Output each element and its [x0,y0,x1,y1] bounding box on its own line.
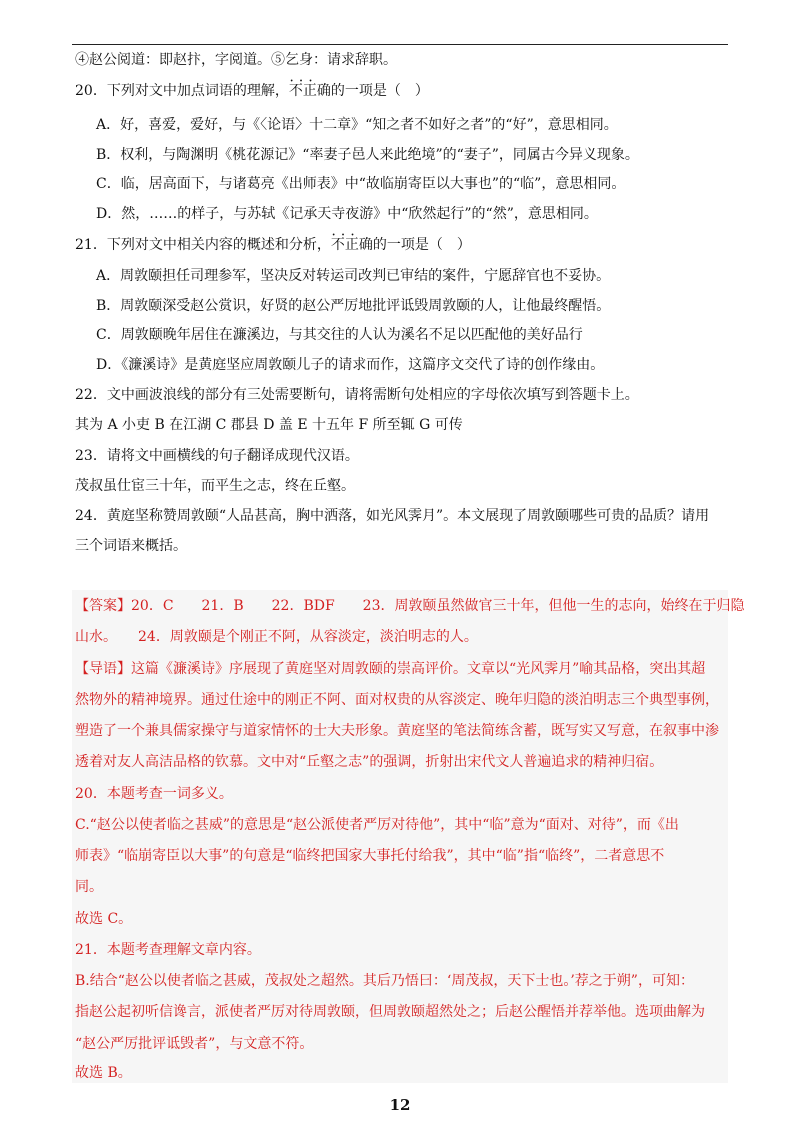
q22-stem: 22．文中画波浪线的部分有三处需要断句，请将需断句处相应的字母依次填写到答题卡上。 [75,387,639,403]
answer-line: 塑造了一个兼具儒家操守与道家情怀的士大夫形象。黄庭坚的笔法简练含蓄，既写实又写意，在叙事中渗 [75,723,719,739]
q20-stem [75,81,429,101]
header-rule [72,44,728,45]
q20-option-d: D．然，……的样子，与苏轼《记承天寺夜游》中“欣然起行”的“然”，意思相同。 [96,206,598,222]
q24-stem-line1: 24．黄庭坚称赞周敦颐“人品甚高，胸中洒落，如光风霁月”。本文展现了周敦颐哪些可贵的品质？请用 [75,508,710,524]
q20-option-b: B．权利，与陶渊明《桃花源记》“率妻子邑人来此绝境”的“妻子”，同属古今异义现象。 [96,147,639,163]
q21-option-a: A．周敦颐担任司理参军，坚决反对转运司改判已审结的案件，宁愿辞官也不妥协。 [96,268,611,284]
answer-line: “赵公严厉批评诋毁者”，与文意不符。 [75,1036,314,1052]
answer-line: C.“赵公以使者临之甚威”的意思是“赵公派使者严厉对待他”，其中“临”意为“面对、对待”，而《出 [75,817,679,833]
answer-line: 故选 C。 [75,911,133,927]
q21-option-c: C．周敦颐晚年居住在濂溪边，与其交往的人认为溪名不足以匹配他的美好品行 [96,327,583,343]
q20-stem-a: 20．下列对文中加点词语的理解， [75,83,289,99]
q20-stem-b: 的一项是（ ） [330,83,429,99]
page-number: 12 [389,1096,411,1114]
footnote-line: ④赵公阅道：即赵抃，字阅道。⑤乞身：请求辞职。 [75,52,397,68]
q21-stem [75,235,471,255]
q23-text: 茂叔虽仕宦三十年，而平生之志，终在丘壑。 [75,478,355,494]
q20-option-a: A．好，喜爱，爱好，与《〈论语〉十二章》“知之者不如好之者”的“好”，意思相同。 [96,117,618,133]
answer-line: 同。 [75,879,103,895]
answer-line: 【答案】20．C 21．B 22．BDF 23．周敦颐虽然做官三十年，但他一生的志向，始终在于归隐 [75,598,745,614]
q21-option-b: B．周敦颐深受赵公赏识，好贤的赵公严厉地批评诋毁周敦颐的人，让他最终醒悟。 [96,298,611,314]
q22-text: 其为 A 小吏 B 在江湖 C 郡县 D 盖 E 十五年 F 所至辄 G 可传 [75,417,463,433]
answer-line: 透着对友人高洁品格的钦慕。文中对“丘壑之志”的强调，折射出宋代文人普遍追求的精神归宿。 [75,754,664,770]
q21-stem-b: 的一项是（ ） [372,237,471,253]
q23-stem: 23．请将文中画横线的句子翻译成现代汉语。 [75,448,359,464]
answer-line: 故选 B。 [75,1065,132,1081]
answer-line: 然物外的精神境界。通过仕途中的刚正不阿、面对权贵的从容淡定、晚年归隐的淡泊明志三个典型事例， [75,692,719,708]
q21-stem-a: 21．下列对文中相关内容的概述和分析， [75,237,331,253]
answer-line: 指赵公起初听信谗言，派使者严厉对待周敦颐，但周敦颐超然处之；后赵公醒悟并荐举他。选项曲解为 [75,1004,705,1020]
q21-stem-emphasis: • • • 不正确 [331,235,373,255]
answer-line: B.结合“赵公以使者临之甚威，茂叔处之超然。其后乃悟曰：‘周茂叔，天下士也。’荐之于朔”，可知： [75,973,694,989]
q21-option-d: D．《濂溪诗》是黄庭坚应周敦颐儿子的请求而作，这篇序文交代了诗的创作缘由。 [96,357,605,373]
answer-line: 师表》“临崩寄臣以大事”的句意是“临终把国家大事托付给我”，其中“临”指“临终”，二者意思不 [75,848,665,864]
q20-option-c: C．临，居高面下，与诸葛亮《出师表》中“故临崩寄臣以大事也”的“临”，意思相同。 [96,176,626,192]
answer-line: 山水。 24．周敦颐是个刚正不阿，从容淡定，淡泊明志的人。 [75,629,478,645]
answer-line: 21．本题考查理解文章内容。 [75,942,261,958]
answer-line: 20．本题考查一词多义。 [75,786,233,802]
q20-stem-emphasis: • • • 不正确 [289,81,331,101]
q24-stem-line2: 三个词语来概括。 [75,538,187,554]
answer-line: 【导语】这篇《濂溪诗》序展现了黄庭坚对周敦颐的崇高评价。文章以“光风霁月”喻其品格，突出其超 [75,661,706,677]
